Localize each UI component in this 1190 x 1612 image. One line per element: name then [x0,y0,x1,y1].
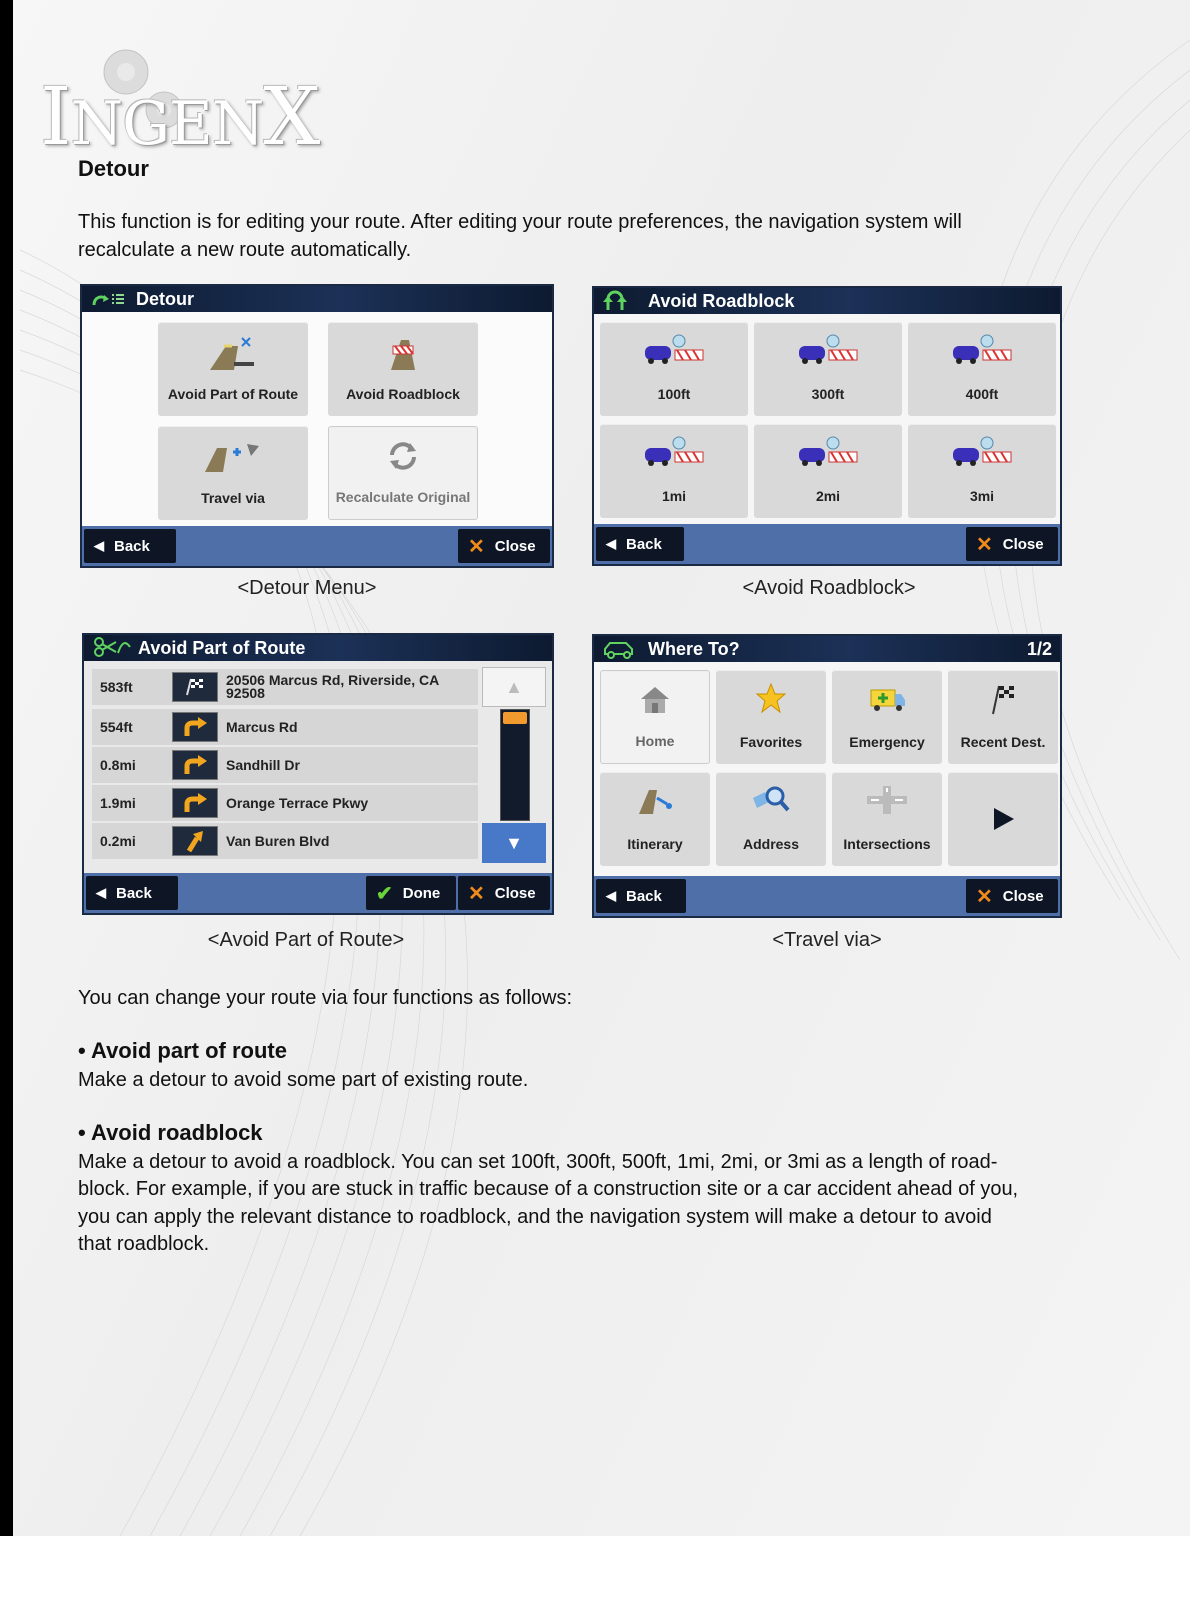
row-distance: 0.2mi [100,833,136,849]
intro-line-1: This function is for editing your route. After editing your route preferences, the navigation system will [78,211,962,233]
bullet-roadblock-line-4: that roadblock. [78,1233,210,1255]
turn-right-icon [172,788,218,818]
roadblock-title: Avoid Roadblock [648,290,795,311]
detour-icon [90,288,136,310]
avoid-roadblock-tile[interactable] [328,322,478,416]
row-distance: 0.8mi [100,757,136,773]
close-button[interactable]: ✕ Close [458,529,550,563]
scroll-down-button[interactable] [482,823,546,863]
magnifier-icon [751,784,791,816]
roadblock-title-bar [594,288,1060,314]
detour-title-bar [82,286,552,312]
section-title: Detour [78,156,149,181]
route-row[interactable] [92,669,478,705]
avoid-part-of-route-tile[interactable] [158,322,308,416]
row-distance: 554ft [100,719,133,735]
roadblock-footer [594,524,1060,564]
detour-footer [82,526,552,566]
roadblock-300ft-tile[interactable] [754,322,902,416]
emergency-tile[interactable] [832,670,942,764]
close-button[interactable]: ✕ Close [458,876,550,910]
itinerary-tile[interactable] [600,772,710,866]
travel-via-icon [203,438,263,474]
page-indicator: 1/2 [1026,639,1052,659]
tile-label: 100ft [657,386,691,402]
route-list-body [84,661,552,879]
play-arrow-icon [990,806,1016,832]
whereto-title-bar [594,636,1060,662]
car-roadblock-icon [795,334,861,368]
travel-via-tile[interactable] [158,426,308,520]
itinerary-icon [635,784,675,816]
up-arrow-icon: ▲ [505,676,523,697]
tile-label: 3mi [969,488,995,504]
close-button[interactable]: ✕ Close [966,527,1058,561]
travel-via-caption: <Travel via> [772,929,882,951]
roadblock-3mi-tile[interactable] [908,424,1056,518]
close-icon: ✕ [976,885,993,908]
recalculate-icon [386,439,420,473]
bullet-roadblock-line-3: you can apply the relevant distance to roadblock, and the navigation system will make a detour to avoid [78,1206,992,1228]
intersections-tile[interactable] [832,772,942,866]
done-button[interactable]: ✔ Done [366,876,456,910]
car-roadblock-icon [641,334,707,368]
roadblock-400ft-tile[interactable] [908,322,1056,416]
tile-label: Intersections [843,836,931,852]
whereto-body [594,662,1060,882]
back-arrow-icon: ◀ [94,538,104,553]
tile-label: Recalculate Original [335,489,471,505]
avoid-part-of-route-screen [82,633,554,915]
address-tile[interactable] [716,772,826,866]
tile-label: Avoid Roadblock [346,386,460,402]
avoid-part-of-route-caption: <Avoid Part of Route> [207,929,405,951]
next-page-button[interactable] [948,772,1058,866]
back-arrow-icon: ◀ [606,536,616,551]
back-arrow-icon: ◀ [96,885,106,900]
back-button[interactable]: ◀ Back [86,876,178,910]
recalculate-original-tile[interactable] [328,426,478,520]
check-icon: ✔ [376,882,393,905]
favorites-tile[interactable] [716,670,826,764]
roadblock-2mi-tile[interactable] [754,424,902,518]
recent-destinations-tile[interactable] [948,670,1058,764]
roadblock-body [594,314,1060,530]
bullet-avoid-roadblock-title: • Avoid roadblock [78,1120,263,1145]
back-button[interactable]: ◀ Back [84,529,176,563]
logo-text: INGENX [40,70,320,163]
back-button[interactable]: ◀ Back [596,527,684,561]
route-footer [84,873,552,913]
detour-menu-screen [80,284,554,568]
scroll-up-button[interactable] [482,667,546,707]
bullet-roadblock-line-1: Make a detour to avoid a roadblock. You can set 100ft, 300ft, 500ft, 1mi, 2mi, or 3mi as a length of road- [78,1151,998,1173]
roadblock-icon [383,334,423,372]
route-title: Avoid Part of Route [138,637,306,658]
bullet-avoid-part-title: • Avoid part of route [78,1038,287,1063]
close-button[interactable]: ✕ Close [966,879,1058,913]
intro-line-2: recalculate a new route automatically. [78,239,412,261]
checkered-flag-icon [172,672,218,702]
scrollbar-thumb[interactable] [503,712,527,724]
route-row[interactable] [92,709,478,745]
tile-label: Emergency [849,734,925,750]
tile-label: Avoid Part of Route [167,386,299,402]
back-arrow-icon: ◀ [606,888,616,903]
row-address-zip: 92508 [226,685,265,701]
checkered-flag-icon [987,682,1019,716]
scissors-route-icon [92,637,138,659]
route-row[interactable] [92,747,478,783]
row-address: Van Buren Blvd [226,832,330,849]
roadblock-1mi-tile[interactable] [600,424,748,518]
home-tile[interactable] [600,670,710,764]
tile-label: 400ft [965,386,999,402]
route-row[interactable] [92,823,478,859]
detour-title: Detour [136,288,194,309]
turn-right-icon [172,750,218,780]
down-arrow-icon: ▼ [505,832,523,853]
car-roadblock-icon [949,436,1015,470]
tile-label: Travel via [201,490,265,506]
avoid-roadblock-screen [592,286,1062,566]
car-roadblock-icon [795,436,861,470]
bear-right-icon [172,826,218,856]
turn-right-icon [172,712,218,742]
roadblock-100ft-tile[interactable] [600,322,748,416]
road-scissors-icon [208,334,258,372]
row-address: Marcus Rd [226,718,298,735]
car-roadblock-icon [949,334,1015,368]
car-icon [602,638,648,660]
ambulance-icon [867,682,907,714]
row-address: 20506 Marcus Rd, Riverside, CA [226,672,440,688]
car-roadblock-icon [641,436,707,470]
avoid-roadblock-caption: <Avoid Roadblock> [742,577,916,599]
route-title-bar [84,635,552,661]
left-black-bar [0,0,13,1536]
detour-body [82,312,552,532]
close-icon: ✕ [976,533,993,556]
row-address: Orange Terrace Pkwy [226,794,369,811]
bullet-roadblock-line-2: block. For example, if you are stuck in traffic because of a construction site or a car accident ahead of you, [78,1178,1019,1200]
tile-label: 300ft [811,386,845,402]
back-button[interactable]: ◀ Back [596,879,686,913]
tile-label: Home [635,733,675,749]
whereto-title: Where To? [648,638,740,659]
whereto-footer [594,876,1060,916]
intersection-icon [865,784,909,814]
route-row[interactable] [92,785,478,821]
star-icon [755,682,787,714]
tile-label: Itinerary [627,836,683,852]
detour-menu-caption: <Detour Menu> [237,577,377,599]
tile-label: 1mi [661,488,687,504]
u-turn-icon [602,290,648,312]
tile-label: 2mi [815,488,841,504]
tile-label: Address [742,836,800,852]
bullet-avoid-part-text: Make a detour to avoid some part of existing route. [78,1069,529,1091]
tile-label: Favorites [739,734,803,750]
close-icon: ✕ [468,882,485,905]
row-distance: 583ft [100,679,133,695]
row-address: Sandhill Dr [226,756,300,773]
where-to-screen [592,634,1062,918]
close-icon: ✕ [468,535,485,558]
scrollbar-track[interactable] [500,709,530,821]
row-distance: 1.9mi [100,795,136,811]
tile-label: Recent Dest. [960,734,1046,750]
functions-intro: You can change your route via four functions as follows: [78,987,573,1009]
house-icon [637,683,673,715]
